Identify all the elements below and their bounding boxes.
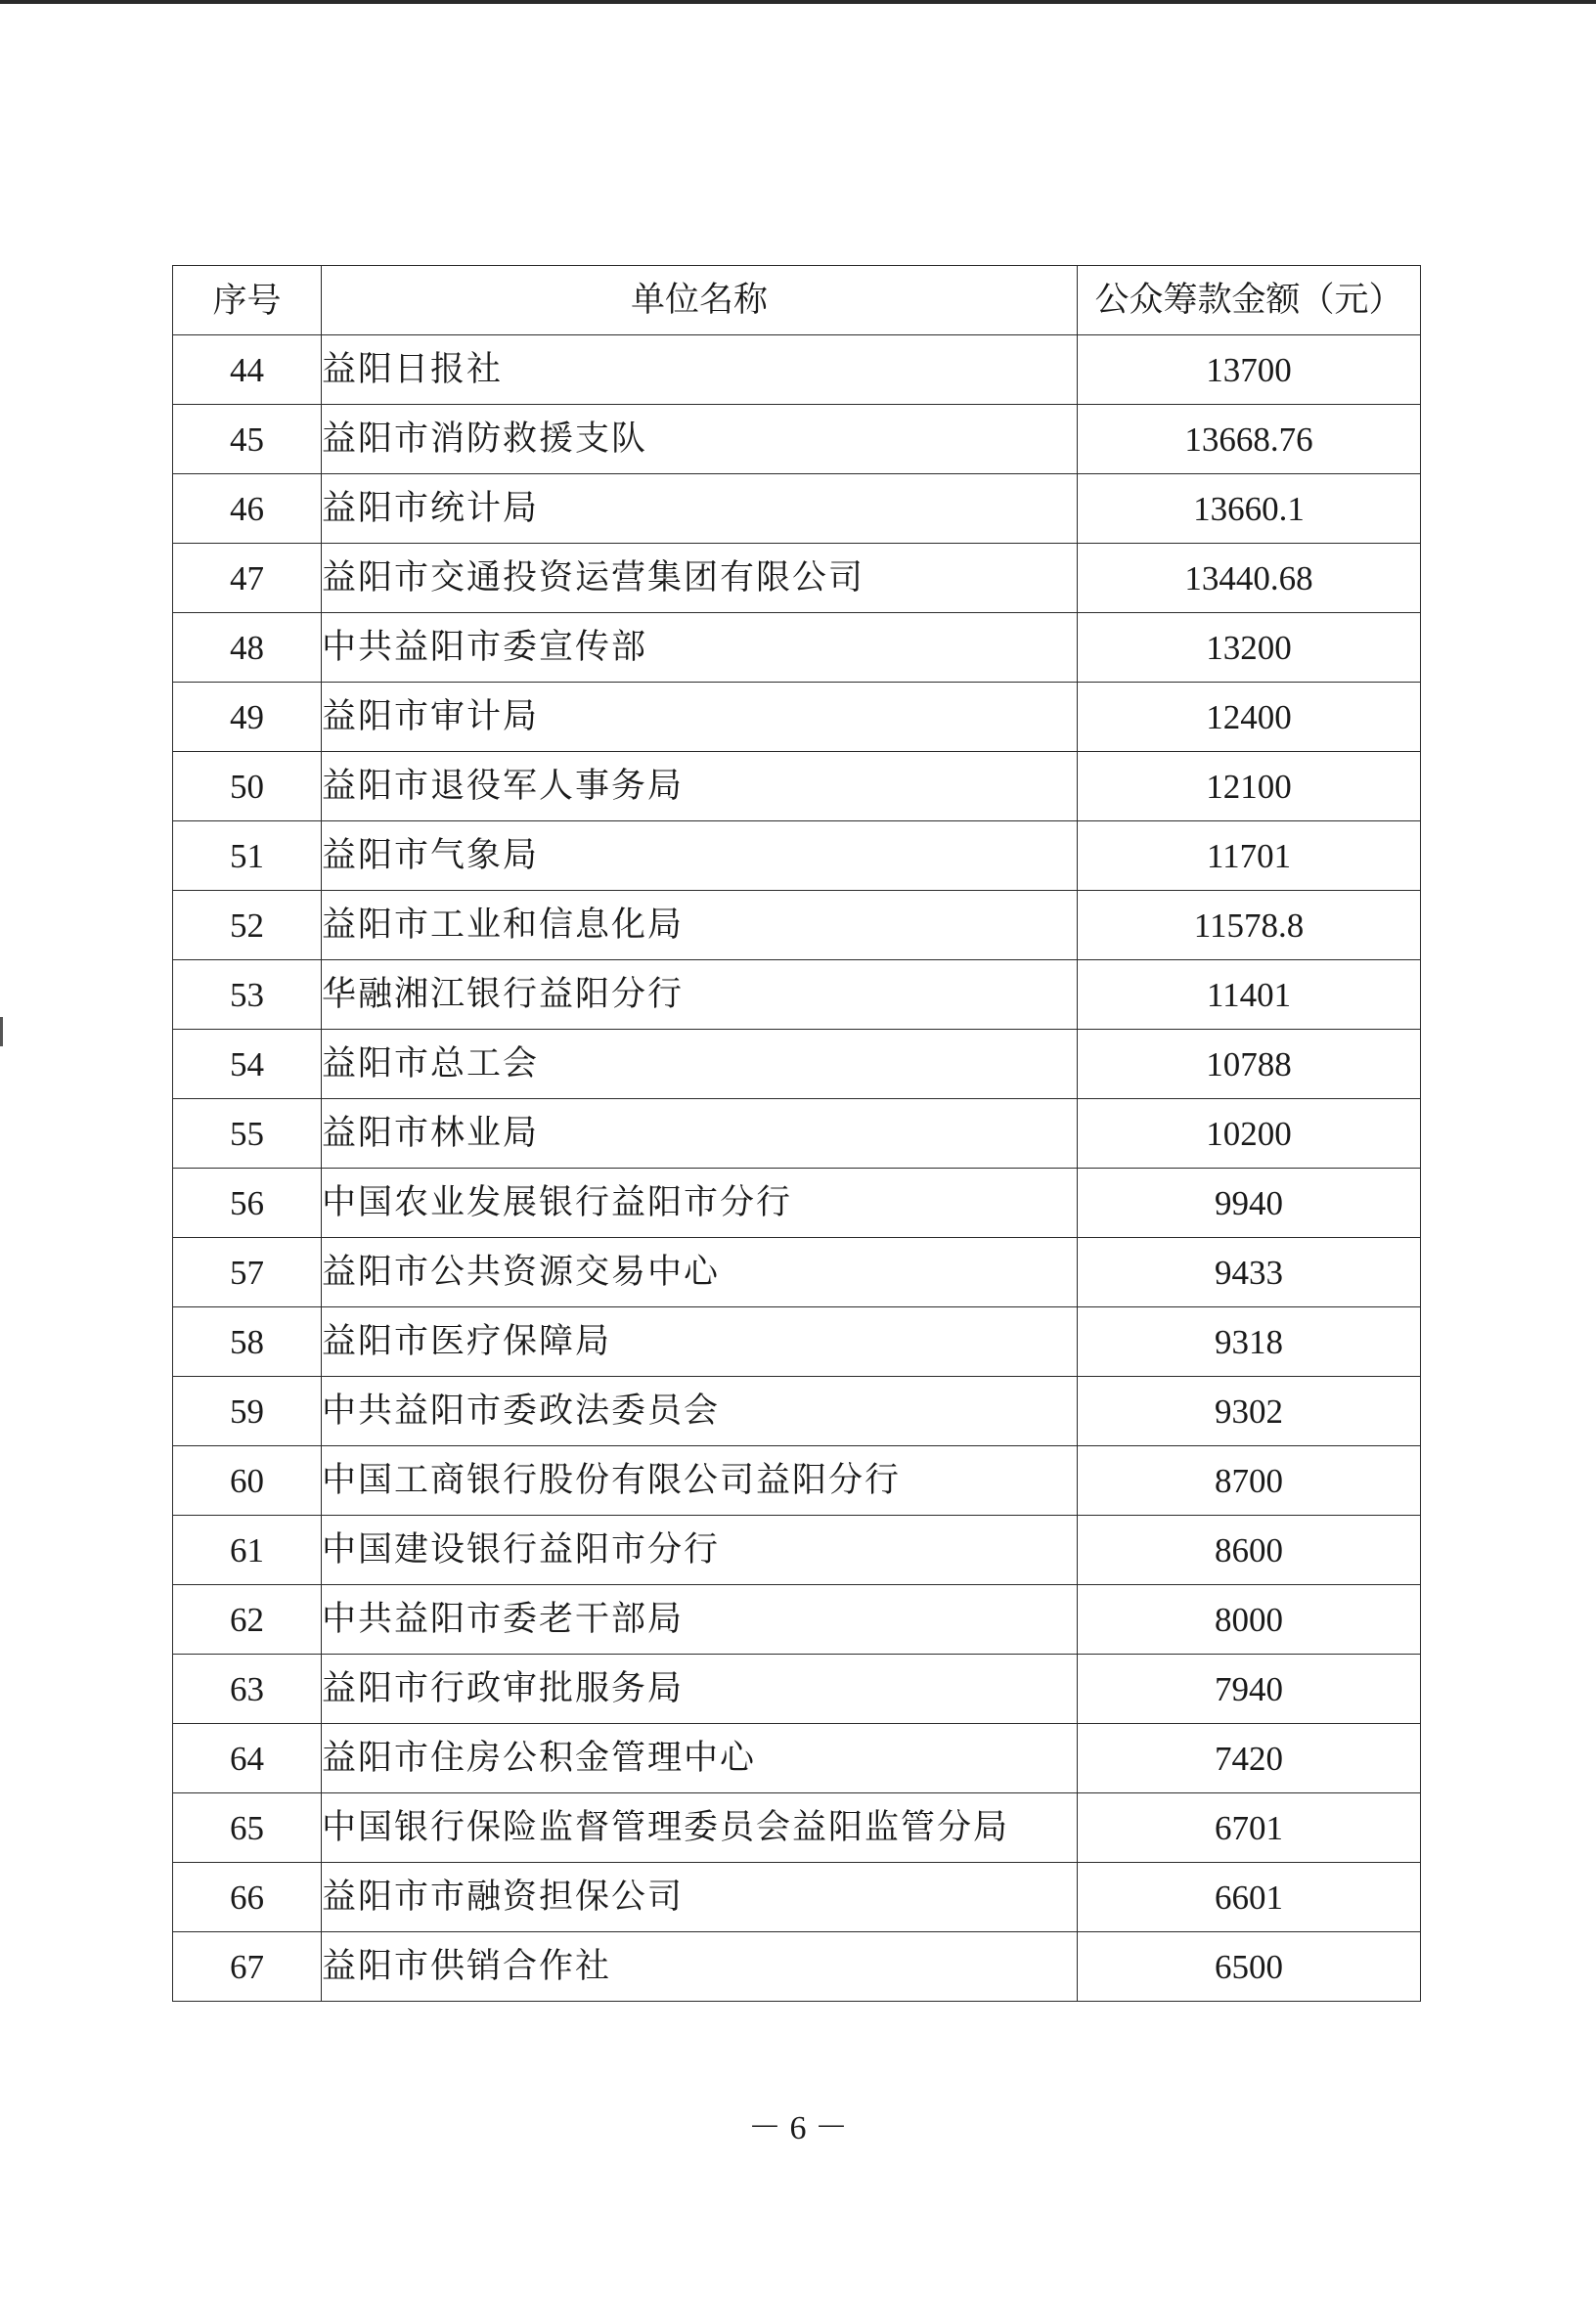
row-unit-name: 中共益阳市委老干部局 [322, 1585, 1078, 1655]
table-row [173, 1932, 1421, 2002]
row-unit-name: 益阳市消防救援支队 [322, 405, 1078, 474]
table-row [173, 752, 1421, 821]
table-row [173, 1585, 1421, 1655]
row-unit-name: 中国农业发展银行益阳市分行 [322, 1169, 1078, 1238]
table-row [173, 1377, 1421, 1446]
row-donation-amount: 7420 [1078, 1724, 1421, 1793]
table-row [173, 821, 1421, 891]
row-donation-amount: 8700 [1078, 1446, 1421, 1516]
row-donation-amount: 13700 [1078, 335, 1421, 405]
row-serial-number: 56 [173, 1169, 322, 1238]
row-serial-number: 45 [173, 405, 322, 474]
row-unit-name: 益阳日报社 [322, 335, 1078, 405]
row-serial-number: 55 [173, 1099, 322, 1169]
row-serial-number: 63 [173, 1655, 322, 1724]
row-serial-number: 49 [173, 683, 322, 752]
row-unit-name: 益阳市统计局 [322, 474, 1078, 544]
row-serial-number: 58 [173, 1307, 322, 1377]
table-row [173, 683, 1421, 752]
table-body [173, 335, 1421, 2002]
table-row [173, 960, 1421, 1030]
scan-top-edge [0, 0, 1596, 4]
row-unit-name: 益阳市医疗保障局 [322, 1307, 1078, 1377]
row-serial-number: 65 [173, 1793, 322, 1863]
row-donation-amount: 6601 [1078, 1863, 1421, 1932]
row-donation-amount: 8000 [1078, 1585, 1421, 1655]
row-donation-amount: 12100 [1078, 752, 1421, 821]
table-row [173, 1307, 1421, 1377]
table-row [173, 1099, 1421, 1169]
row-donation-amount: 13668.76 [1078, 405, 1421, 474]
row-unit-name: 中共益阳市委宣传部 [322, 613, 1078, 683]
row-donation-amount: 10788 [1078, 1030, 1421, 1099]
row-unit-name: 中国工商银行股份有限公司益阳分行 [322, 1446, 1078, 1516]
row-unit-name: 益阳市交通投资运营集团有限公司 [322, 544, 1078, 613]
row-serial-number: 53 [173, 960, 322, 1030]
row-donation-amount: 7940 [1078, 1655, 1421, 1724]
donation-table [172, 265, 1421, 2002]
row-unit-name: 益阳市住房公积金管理中心 [322, 1724, 1078, 1793]
row-serial-number: 47 [173, 544, 322, 613]
row-donation-amount: 11701 [1078, 821, 1421, 891]
row-unit-name: 益阳市总工会 [322, 1030, 1078, 1099]
row-serial-number: 51 [173, 821, 322, 891]
row-serial-number: 60 [173, 1446, 322, 1516]
table-row [173, 544, 1421, 613]
row-unit-name: 益阳市退役军人事务局 [322, 752, 1078, 821]
row-donation-amount: 11401 [1078, 960, 1421, 1030]
row-serial-number: 57 [173, 1238, 322, 1307]
scan-left-mark [0, 1017, 3, 1046]
table-row [173, 1446, 1421, 1516]
row-donation-amount: 11578.8 [1078, 891, 1421, 960]
row-donation-amount: 6701 [1078, 1793, 1421, 1863]
table-row [173, 1238, 1421, 1307]
row-donation-amount: 13660.1 [1078, 474, 1421, 544]
row-serial-number: 59 [173, 1377, 322, 1446]
row-unit-name: 中国建设银行益阳市分行 [322, 1516, 1078, 1585]
row-serial-number: 50 [173, 752, 322, 821]
row-donation-amount: 12400 [1078, 683, 1421, 752]
row-serial-number: 52 [173, 891, 322, 960]
row-serial-number: 66 [173, 1863, 322, 1932]
row-unit-name: 益阳市市融资担保公司 [322, 1863, 1078, 1932]
table-row [173, 474, 1421, 544]
page-number: － 6 － [748, 2110, 848, 2146]
row-donation-amount: 6500 [1078, 1932, 1421, 2002]
row-serial-number: 44 [173, 335, 322, 405]
row-unit-name: 益阳市审计局 [322, 683, 1078, 752]
row-serial-number: 67 [173, 1932, 322, 2002]
row-donation-amount: 13440.68 [1078, 544, 1421, 613]
table-header-row [173, 266, 1421, 335]
table-row [173, 1169, 1421, 1238]
row-donation-amount: 8600 [1078, 1516, 1421, 1585]
table-row [173, 335, 1421, 405]
row-serial-number: 54 [173, 1030, 322, 1099]
row-donation-amount: 9318 [1078, 1307, 1421, 1377]
row-unit-name: 益阳市林业局 [322, 1099, 1078, 1169]
header-serial-number: 序号 [173, 266, 322, 335]
row-unit-name: 益阳市行政审批服务局 [322, 1655, 1078, 1724]
row-serial-number: 64 [173, 1724, 322, 1793]
table-row [173, 1793, 1421, 1863]
row-unit-name: 益阳市气象局 [322, 821, 1078, 891]
row-serial-number: 46 [173, 474, 322, 544]
table-row [173, 1655, 1421, 1724]
row-donation-amount: 13200 [1078, 613, 1421, 683]
row-unit-name: 华融湘江银行益阳分行 [322, 960, 1078, 1030]
table-row [173, 613, 1421, 683]
row-serial-number: 62 [173, 1585, 322, 1655]
table-row [173, 405, 1421, 474]
row-donation-amount: 9433 [1078, 1238, 1421, 1307]
table-row [173, 891, 1421, 960]
row-unit-name: 益阳市公共资源交易中心 [322, 1238, 1078, 1307]
table-row [173, 1724, 1421, 1793]
row-donation-amount: 10200 [1078, 1099, 1421, 1169]
header-unit-name: 单位名称 [322, 266, 1078, 335]
row-unit-name: 中国银行保险监督管理委员会益阳监管分局 [322, 1793, 1078, 1863]
table-row [173, 1030, 1421, 1099]
row-unit-name: 中共益阳市委政法委员会 [322, 1377, 1078, 1446]
row-serial-number: 61 [173, 1516, 322, 1585]
header-donation-amount: 公众筹款金额（元） [1078, 266, 1421, 335]
row-donation-amount: 9302 [1078, 1377, 1421, 1446]
row-serial-number: 48 [173, 613, 322, 683]
table-row [173, 1863, 1421, 1932]
row-donation-amount: 9940 [1078, 1169, 1421, 1238]
row-unit-name: 益阳市供销合作社 [322, 1932, 1078, 2002]
table-row [173, 1516, 1421, 1585]
row-unit-name: 益阳市工业和信息化局 [322, 891, 1078, 960]
